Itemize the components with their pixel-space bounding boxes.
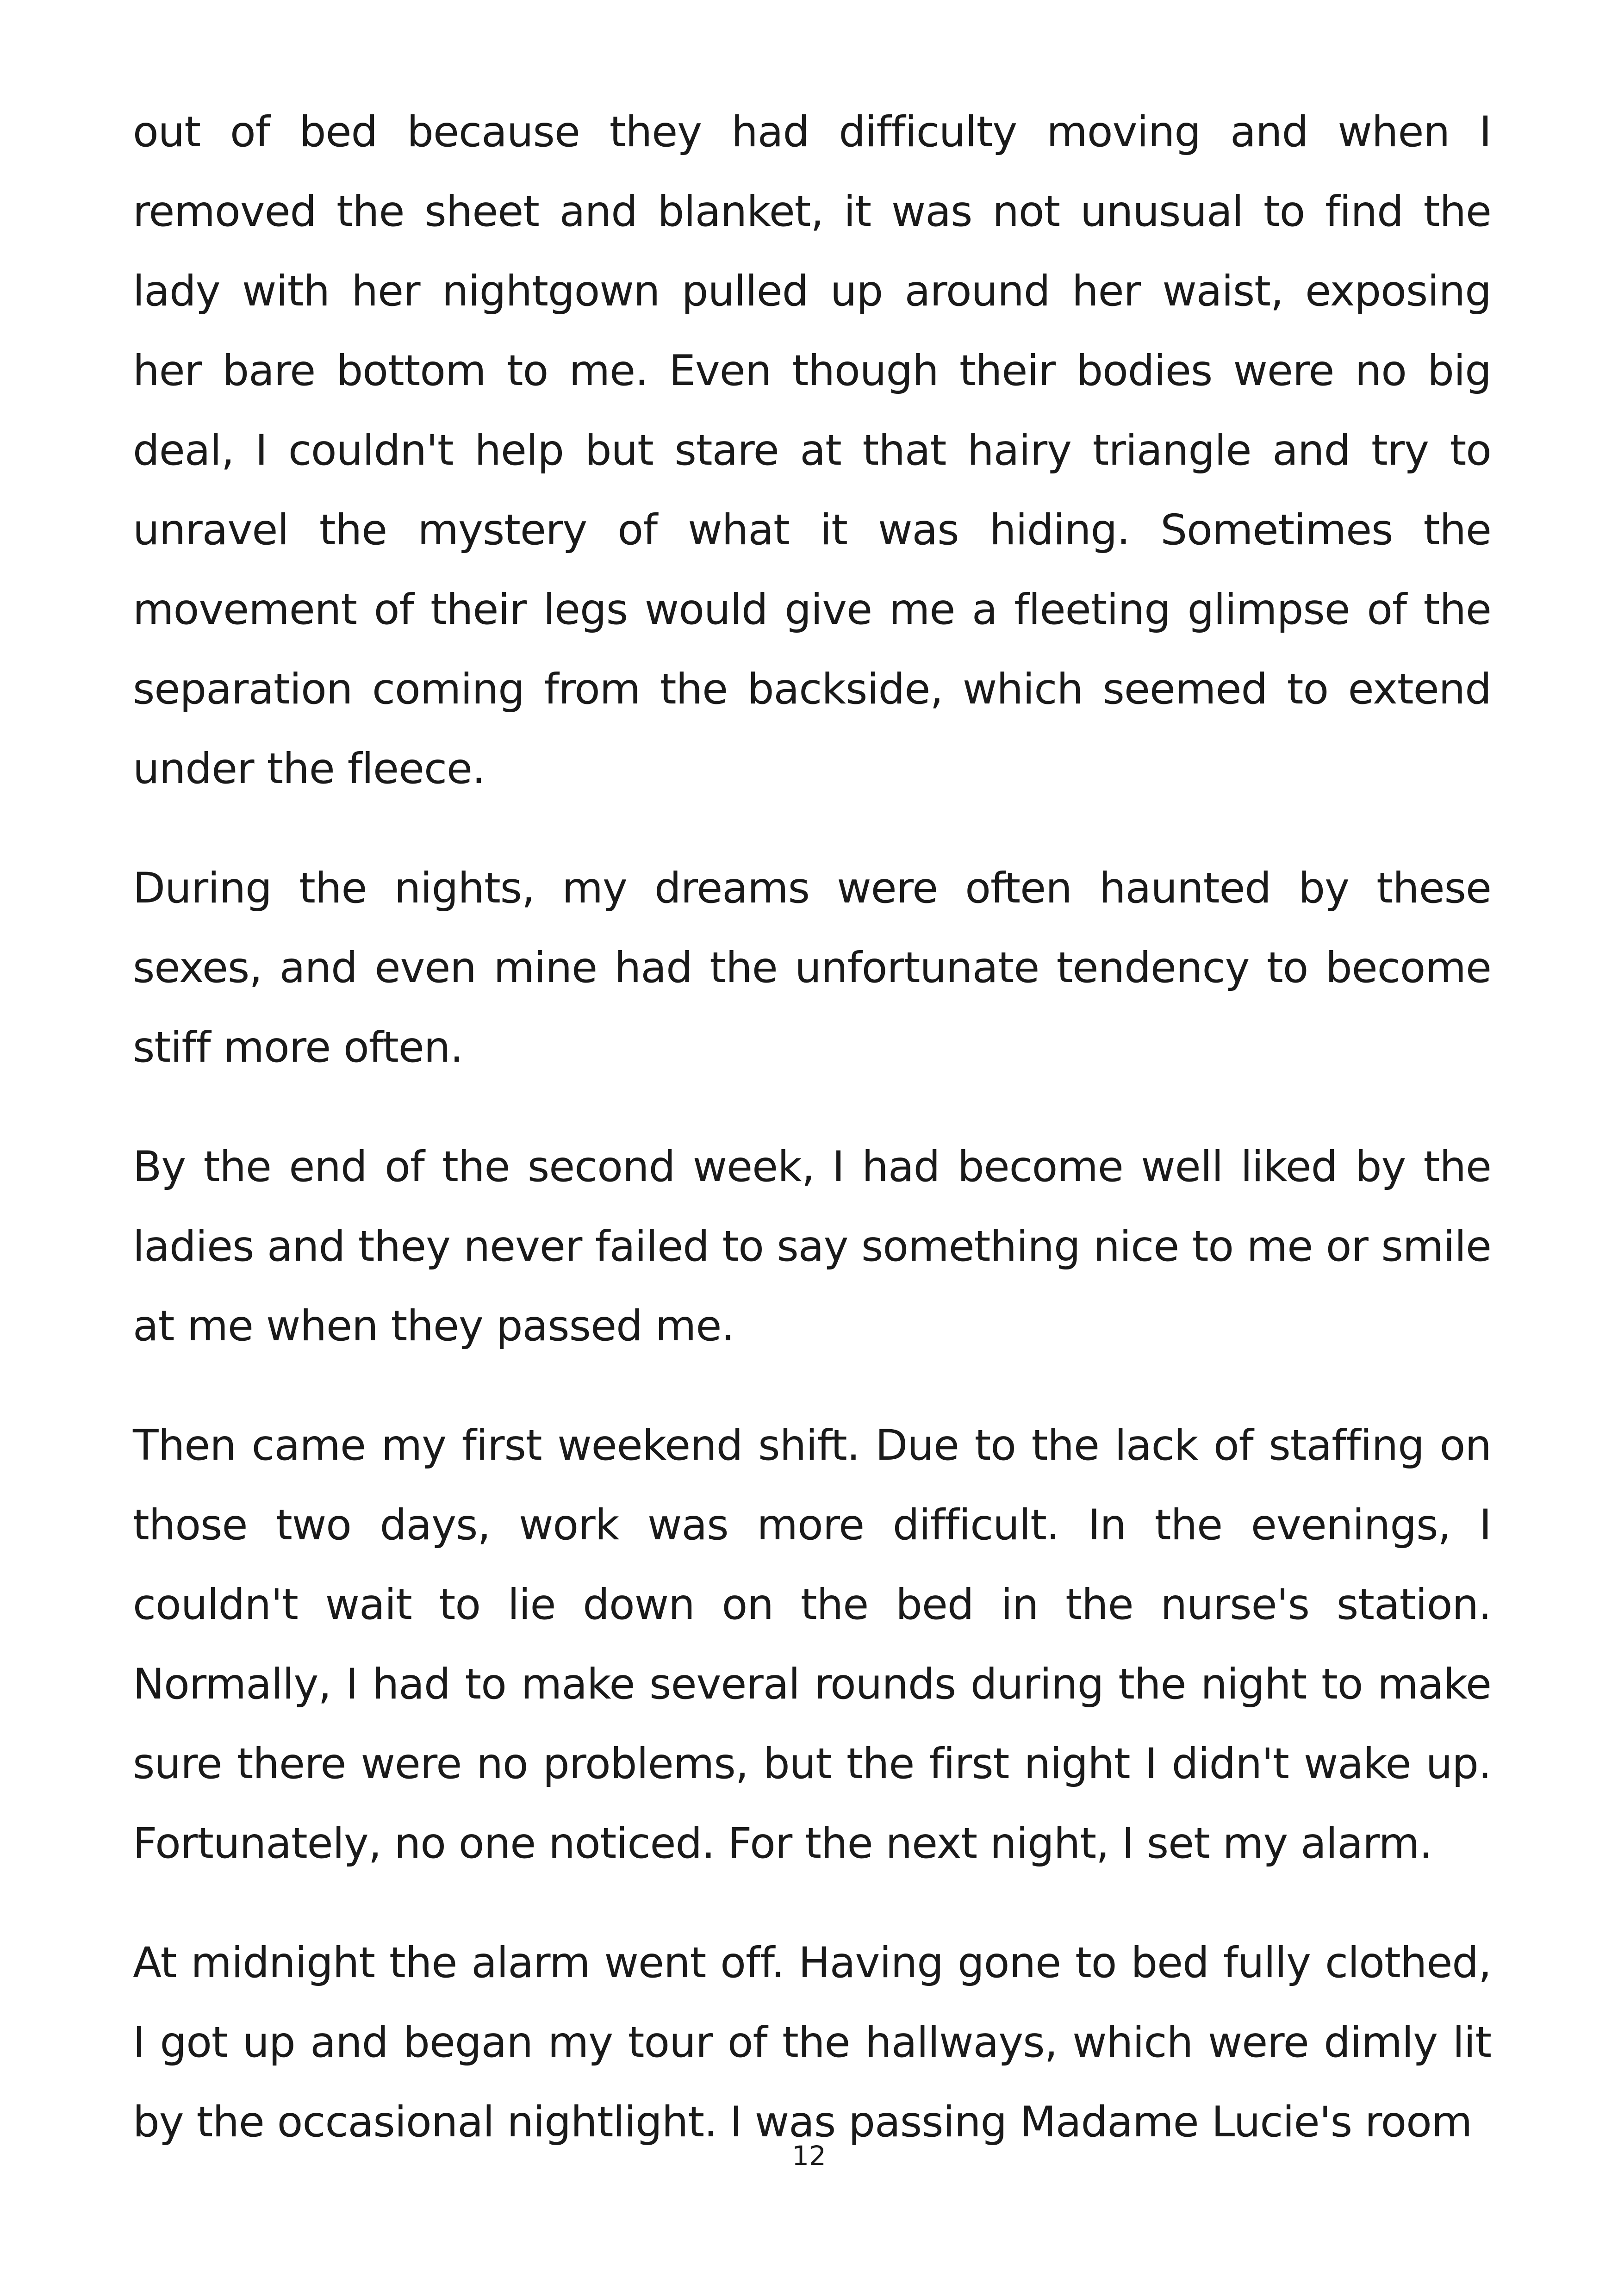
paragraph-4: Then came my first weekend shift. Due to the lack of staffing on those two days, work was more difficult. In the evenings, I couldn't wait to lie down on the bed in the nurse's station. Normally, I had to make several rounds during the night to make sure there were no problems, but the first night I didn't wake up. Fortunately, no one noticed. For the next night, I set my alarm. [133,1421,1491,1868]
paragraph-5: At midnight the alarm went off. Having gone to bed fully clothed, I got up and began my tour of the hallways, which were dimly lit by the occasional nightlight. I was passing Madame Lucie's room [133,1939,1491,2147]
body-text [133,93,1491,2202]
paragraph-3: By the end of the second week, I had become well liked by the ladies and they never failed to say something nice to me or smile at me when they passed me. [133,1143,1491,1350]
paragraph-1: out of bed because they had difficulty moving and when I removed the sheet and blanket, it was not unusual to find the lady with her nightgown pulled up around her waist, exposing her bare bottom to me. Even though their bodies were no big deal, I couldn't help but stare at that hairy triangle and try to unravel the mystery of what it was hiding. Sometimes the movement of their legs would give me a fleeting glimpse of the separation coming from the backside, which seemed to extend under the fleece. [133,108,1491,793]
paragraph-2: During the nights, my dreams were often haunted by these sexes, and even mine had the unfortunate tendency to become stiff more often. [133,864,1491,1072]
page-number: 12 [792,2140,826,2172]
